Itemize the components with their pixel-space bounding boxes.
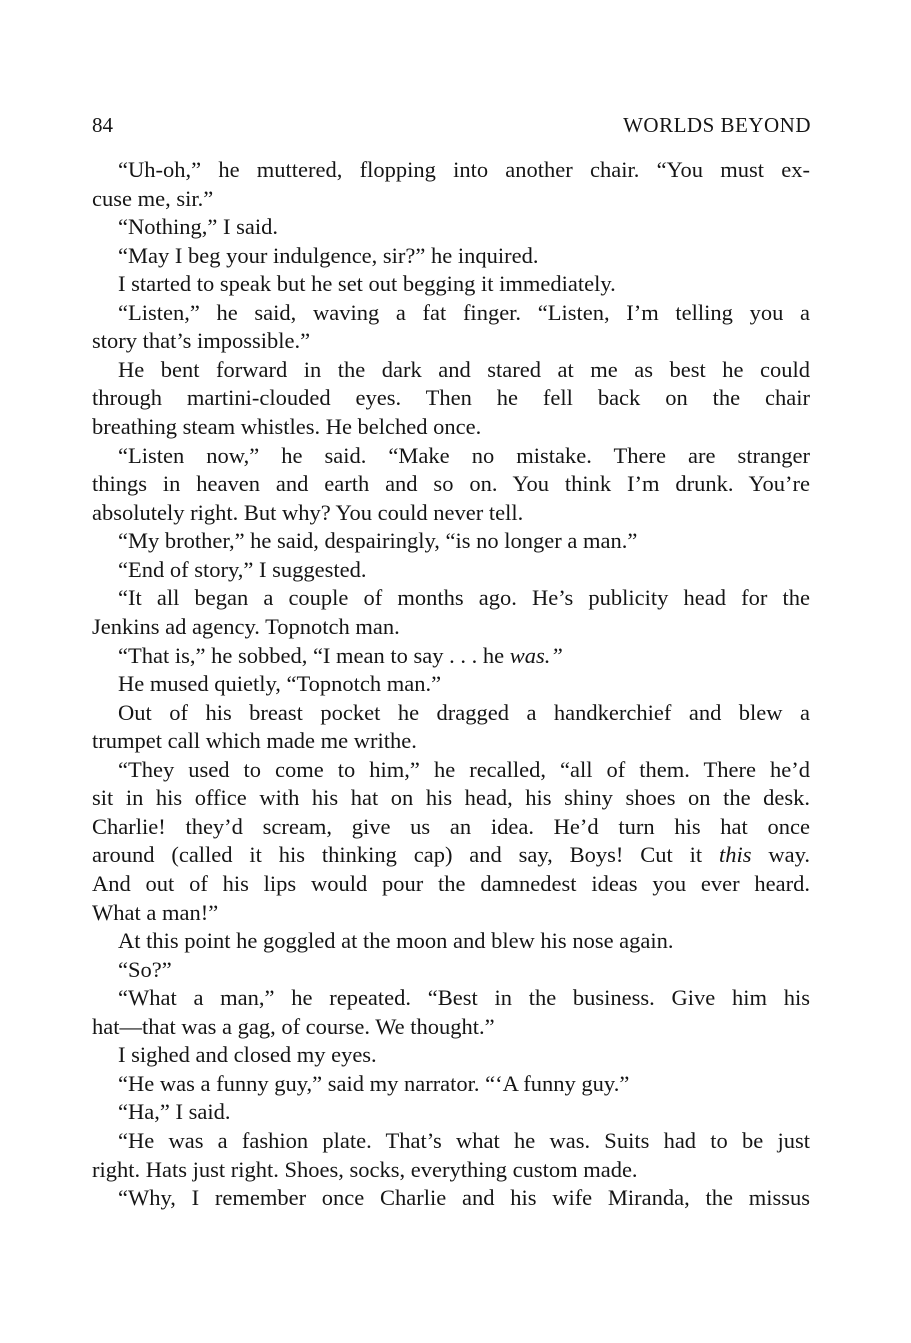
text-line: story that’s impossible.” xyxy=(92,328,311,354)
text-line: “What a man,” he repeated. “Best in the business. Give him his xyxy=(118,985,810,1011)
text-line: breathing steam whistles. He belched once. xyxy=(92,414,482,440)
page-number: 84 xyxy=(92,113,113,137)
text-line: Jenkins ad agency. Topnotch man. xyxy=(92,613,400,639)
italic-text: this xyxy=(718,842,752,868)
text-line: “He was a funny guy,” said my narrator. “‘A funny guy.” xyxy=(118,1070,630,1096)
text-line: I sighed and closed my eyes. xyxy=(118,1042,377,1068)
text-line: right. Hats just right. Shoes, socks, everything custom made. xyxy=(92,1156,638,1182)
text-line xyxy=(92,642,810,670)
text-line: What a man!” xyxy=(92,899,219,925)
text-run: way. xyxy=(751,842,810,868)
text-line: sit in his office with his hat on his head, his shiny shoes on the desk. xyxy=(92,785,810,811)
text-line: hat—that was a gag, of course. We thought.” xyxy=(92,1013,495,1039)
text-line: “Why, I remember once Charlie and his wife Miranda, the missus xyxy=(118,1185,810,1211)
text-run: “That is,” he sobbed, “I mean to say . . . he xyxy=(118,642,510,668)
text-line: “Listen now,” he said. “Make no mistake. There are stranger xyxy=(118,442,810,468)
text-line: cuse me, sir.” xyxy=(92,185,214,211)
text-line: Charlie! they’d scream, give us an idea. He’d turn his hat once xyxy=(92,813,810,839)
text-line xyxy=(92,841,810,869)
text-line: “End of story,” I suggested. xyxy=(118,556,367,582)
text-line: things in heaven and earth and so on. You think I’m drunk. You’re xyxy=(92,471,810,497)
text-line: “He was a fashion plate. That’s what he was. Suits had to be just xyxy=(118,1128,810,1154)
text-line: “Ha,” I said. xyxy=(118,1099,231,1125)
text-line: “It all began a couple of months ago. He’s publicity head for the xyxy=(118,585,810,611)
text-line: And out of his lips would pour the damnedest ideas you ever heard. xyxy=(92,871,810,896)
running-head: WORLDS BEYOND xyxy=(623,113,811,137)
text-line: I started to speak but he set out begging it immediately. xyxy=(118,271,616,297)
text-line: Out of his breast pocket he dragged a handkerchief and blew a xyxy=(118,699,810,725)
text-run: around (called it his thinking cap) and say, Boys! Cut it xyxy=(92,842,719,868)
italic-text: was.” xyxy=(509,642,563,668)
text-line: He mused quietly, “Topnotch man.” xyxy=(118,671,442,697)
text-line: absolutely right. But why? You could never tell. xyxy=(92,499,524,525)
text-line: “May I beg your indulgence, sir?” he inquired. xyxy=(118,242,539,268)
text-line: “So?” xyxy=(118,956,172,982)
text-line: “My brother,” he said, despairingly, “is no longer a man.” xyxy=(118,528,638,554)
text-line: He bent forward in the dark and stared at me as best he could xyxy=(118,356,810,382)
text-line: “They used to come to him,” he recalled, “all of them. There he’d xyxy=(118,756,810,782)
text-line: “Nothing,” I said. xyxy=(118,214,278,240)
text-line: At this point he goggled at the moon and blew his nose again. xyxy=(118,928,674,954)
text-line: trumpet call which made me writhe. xyxy=(92,728,417,754)
text-line: “Listen,” he said, waving a fat finger. “Listen, I’m telling you a xyxy=(118,299,810,325)
text-line: “Uh-oh,” he muttered, flopping into another chair. “You must ex- xyxy=(118,157,810,182)
text-line: through martini-clouded eyes. Then he fell back on the chair xyxy=(92,385,810,411)
